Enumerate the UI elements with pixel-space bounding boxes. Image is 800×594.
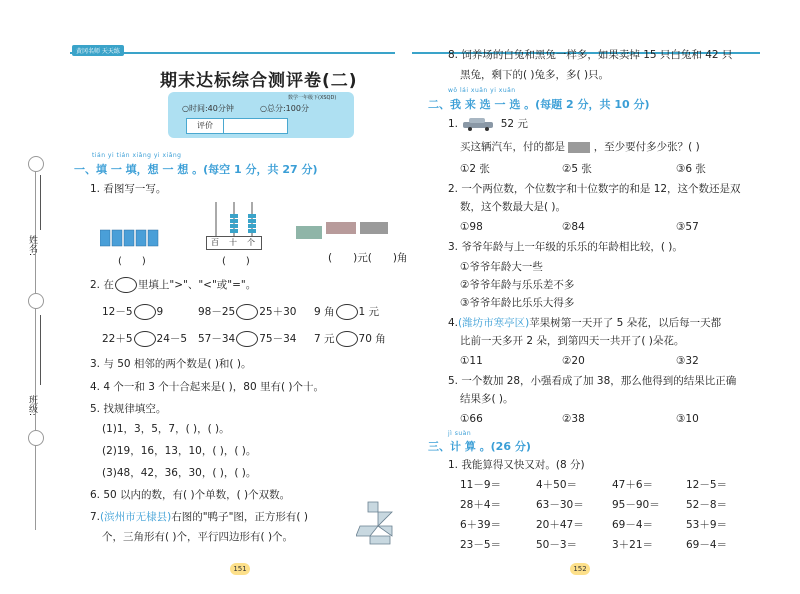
- calc-text: 1. 我能算得又快又对。(8 分): [448, 459, 585, 471]
- q2-row-2: 22＋5 24－5: [102, 333, 188, 345]
- q8-text: 8. 饲养场的白兔和黑兔一样多，如果卖掉 15 只白兔和 42 只: [448, 49, 733, 61]
- c1-line: 1. 52 元: [448, 118, 528, 130]
- calc-item[interactable]: 50－3＝: [536, 539, 578, 551]
- abacus-figure: [206, 200, 262, 238]
- calc-item[interactable]: 6＋39＝: [460, 519, 502, 531]
- clock-icon: ○: [182, 104, 189, 113]
- compare-oval: [115, 277, 137, 293]
- binding-hole: [28, 293, 44, 309]
- sec2-pinyin: wǒ lái xuǎn yi xuǎn: [448, 87, 516, 94]
- sec3-pinyin: jì suàn: [448, 430, 472, 437]
- answer-oval[interactable]: [236, 304, 258, 320]
- class-label: 班级:: [27, 395, 37, 417]
- q5-text: 5. 找规律填空。: [90, 403, 167, 415]
- c3-opt-3[interactable]: ③爷爷年龄比乐乐大得多: [460, 297, 575, 309]
- q2-row-1b: 98－25 25＋30: [198, 306, 297, 318]
- duck-figure: [356, 500, 396, 546]
- calc-item[interactable]: 69－4＝: [612, 519, 654, 531]
- calc-item[interactable]: 12－5＝: [686, 479, 728, 491]
- q5-row-3: (3)48，42，36，30，( )，( )。: [102, 467, 257, 479]
- grade-note: 数学一年级下(XSQD): [288, 95, 337, 101]
- calc-item[interactable]: 52－8＝: [686, 499, 728, 511]
- eval-box[interactable]: [186, 118, 288, 134]
- c2-opt-1[interactable]: ①98: [460, 221, 483, 233]
- header-tag: 黄冈名师 天天练: [72, 45, 124, 56]
- score-label: ○总分:100分: [260, 104, 309, 113]
- q2-row-2b: 57－34 75－34: [198, 333, 297, 345]
- q7-text: 7.(滨州市无棣县)右图的"鸭子"图，正方形有( ): [90, 511, 308, 523]
- q1-money-answer[interactable]: ( )元( )角: [328, 252, 408, 264]
- sec2-title: 二、我 来 选 一 选 。(每题 2 分，共 10 分): [428, 98, 650, 111]
- page-number-left: 151: [230, 563, 250, 575]
- calc-item[interactable]: 23－5＝: [460, 539, 502, 551]
- q2-row-1c: 9 角 1 元: [314, 306, 380, 318]
- q1-text: 1. 看图写一写。: [90, 183, 167, 195]
- page-number-right: 152: [570, 563, 590, 575]
- q3-text: 3. 与 50 相邻的两个数是( )和( )。: [90, 358, 252, 370]
- eval-label: 评价: [187, 119, 224, 133]
- c5-text: 5. 一个数加 28，小强看成了加 38，那么他得到的结果比正确: [448, 375, 737, 387]
- answer-oval[interactable]: [336, 304, 358, 320]
- c1-opt-3[interactable]: ③6 张: [676, 163, 706, 175]
- calc-item[interactable]: 95－90＝: [612, 499, 660, 511]
- q5-row-1: (1)1，3，5，7，( )，( )。: [102, 423, 230, 435]
- car-icon: [461, 117, 497, 131]
- c2-text-2: 数，这个数最大是( )。: [460, 201, 567, 213]
- calc-item[interactable]: 3＋21＝: [612, 539, 654, 551]
- q4-text: 4. 4 个一和 3 个十合起来是( )，80 里有( )个十。: [90, 381, 324, 393]
- abacus-labels: 百 十 个: [206, 236, 262, 250]
- c2-opt-2[interactable]: ②84: [562, 221, 585, 233]
- q6-text: 6. 50 以内的数，有( )个单数，( )个双数。: [90, 489, 291, 501]
- answer-oval[interactable]: [134, 304, 156, 320]
- answer-oval[interactable]: [236, 331, 258, 347]
- calc-item[interactable]: 28＋4＝: [460, 499, 502, 511]
- c1-text: 买这辆汽车，付的都是 ，至少要付多少张？( ): [460, 141, 700, 153]
- binding-line: [35, 160, 38, 530]
- time-label: ○时间:40分钟: [182, 104, 234, 113]
- c4-opt-2[interactable]: ②20: [562, 355, 585, 367]
- c2-text: 2. 一个两位数，个位数字和十位数字的和是 12，这个数还是双: [448, 183, 741, 195]
- q1-answer-1[interactable]: ( ): [118, 256, 146, 267]
- q8-text-2: 黑兔，剩下的( )兔多，多( )只。: [460, 69, 610, 81]
- answer-oval[interactable]: [134, 331, 156, 347]
- calc-item[interactable]: 4＋50＝: [536, 479, 578, 491]
- calc-item[interactable]: 69－4＝: [686, 539, 728, 551]
- sec1-pinyin: tián yi tián xiǎng yi xiǎng: [92, 152, 182, 159]
- banknote-icon: [568, 142, 590, 153]
- q2-row-1: 12－5 9: [102, 306, 164, 318]
- circle-icon: ○: [260, 104, 267, 113]
- q2-row-2c: 7 元 70 角: [314, 333, 386, 345]
- money-figure: [296, 222, 390, 242]
- name-label: 姓名:: [27, 235, 37, 257]
- name-blank[interactable]: [40, 175, 42, 230]
- calc-item[interactable]: 63－30＝: [536, 499, 584, 511]
- calc-item[interactable]: 53＋9＝: [686, 519, 728, 531]
- c1-opt-1[interactable]: ①2 张: [460, 163, 490, 175]
- sec3-title: 三、计 算 。(26 分): [428, 440, 531, 453]
- c2-opt-3[interactable]: ③57: [676, 221, 699, 233]
- c1-opt-2[interactable]: ②5 张: [562, 163, 592, 175]
- c5-opt-3[interactable]: ③10: [676, 413, 699, 425]
- q1-answer-2[interactable]: ( ): [222, 256, 250, 267]
- calc-item[interactable]: 20＋47＝: [536, 519, 584, 531]
- q5-row-2: (2)19，16，13，10，( )，( )。: [102, 445, 257, 457]
- page-title: 期末达标综合测评卷(二): [160, 71, 358, 91]
- c5-text-2: 结果多( )。: [460, 393, 514, 405]
- binding-hole: [28, 156, 44, 172]
- c4-text: 4.(潍坊市寒亭区)苹果树第一天开了 5 朵花，以后每一天都: [448, 317, 722, 329]
- c4-text-2: 比前一天多开 2 朵，到第四天一共开了( )朵花。: [460, 335, 685, 347]
- answer-oval[interactable]: [336, 331, 358, 347]
- info-panel: [168, 92, 354, 138]
- calc-item[interactable]: 11－9＝: [460, 479, 502, 491]
- c3-opt-1[interactable]: ①爷爷年龄大一些: [460, 261, 543, 273]
- c4-opt-3[interactable]: ③32: [676, 355, 699, 367]
- c5-opt-1[interactable]: ①66: [460, 413, 483, 425]
- q2-text: 2. 在 里填上">"、"<"或"="。: [90, 279, 257, 291]
- c3-text: 3. 爷爷年龄与上一年级的乐乐的年龄相比较，( )。: [448, 241, 683, 253]
- c4-opt-1[interactable]: ①11: [460, 355, 483, 367]
- q7-text-2: 个，三角形有( )个，平行四边形有( )个。: [102, 531, 294, 543]
- class-blank[interactable]: [40, 315, 42, 385]
- binding-hole: [28, 430, 44, 446]
- sec1-title: 一、填 一 填，想 一 想 。(每空 1 分，共 27 分): [74, 163, 318, 176]
- sticks-figure: [100, 228, 160, 248]
- c5-opt-2[interactable]: ②38: [562, 413, 585, 425]
- c3-opt-2[interactable]: ②爷爷年龄与乐乐差不多: [460, 279, 575, 291]
- calc-item[interactable]: 47＋6＝: [612, 479, 654, 491]
